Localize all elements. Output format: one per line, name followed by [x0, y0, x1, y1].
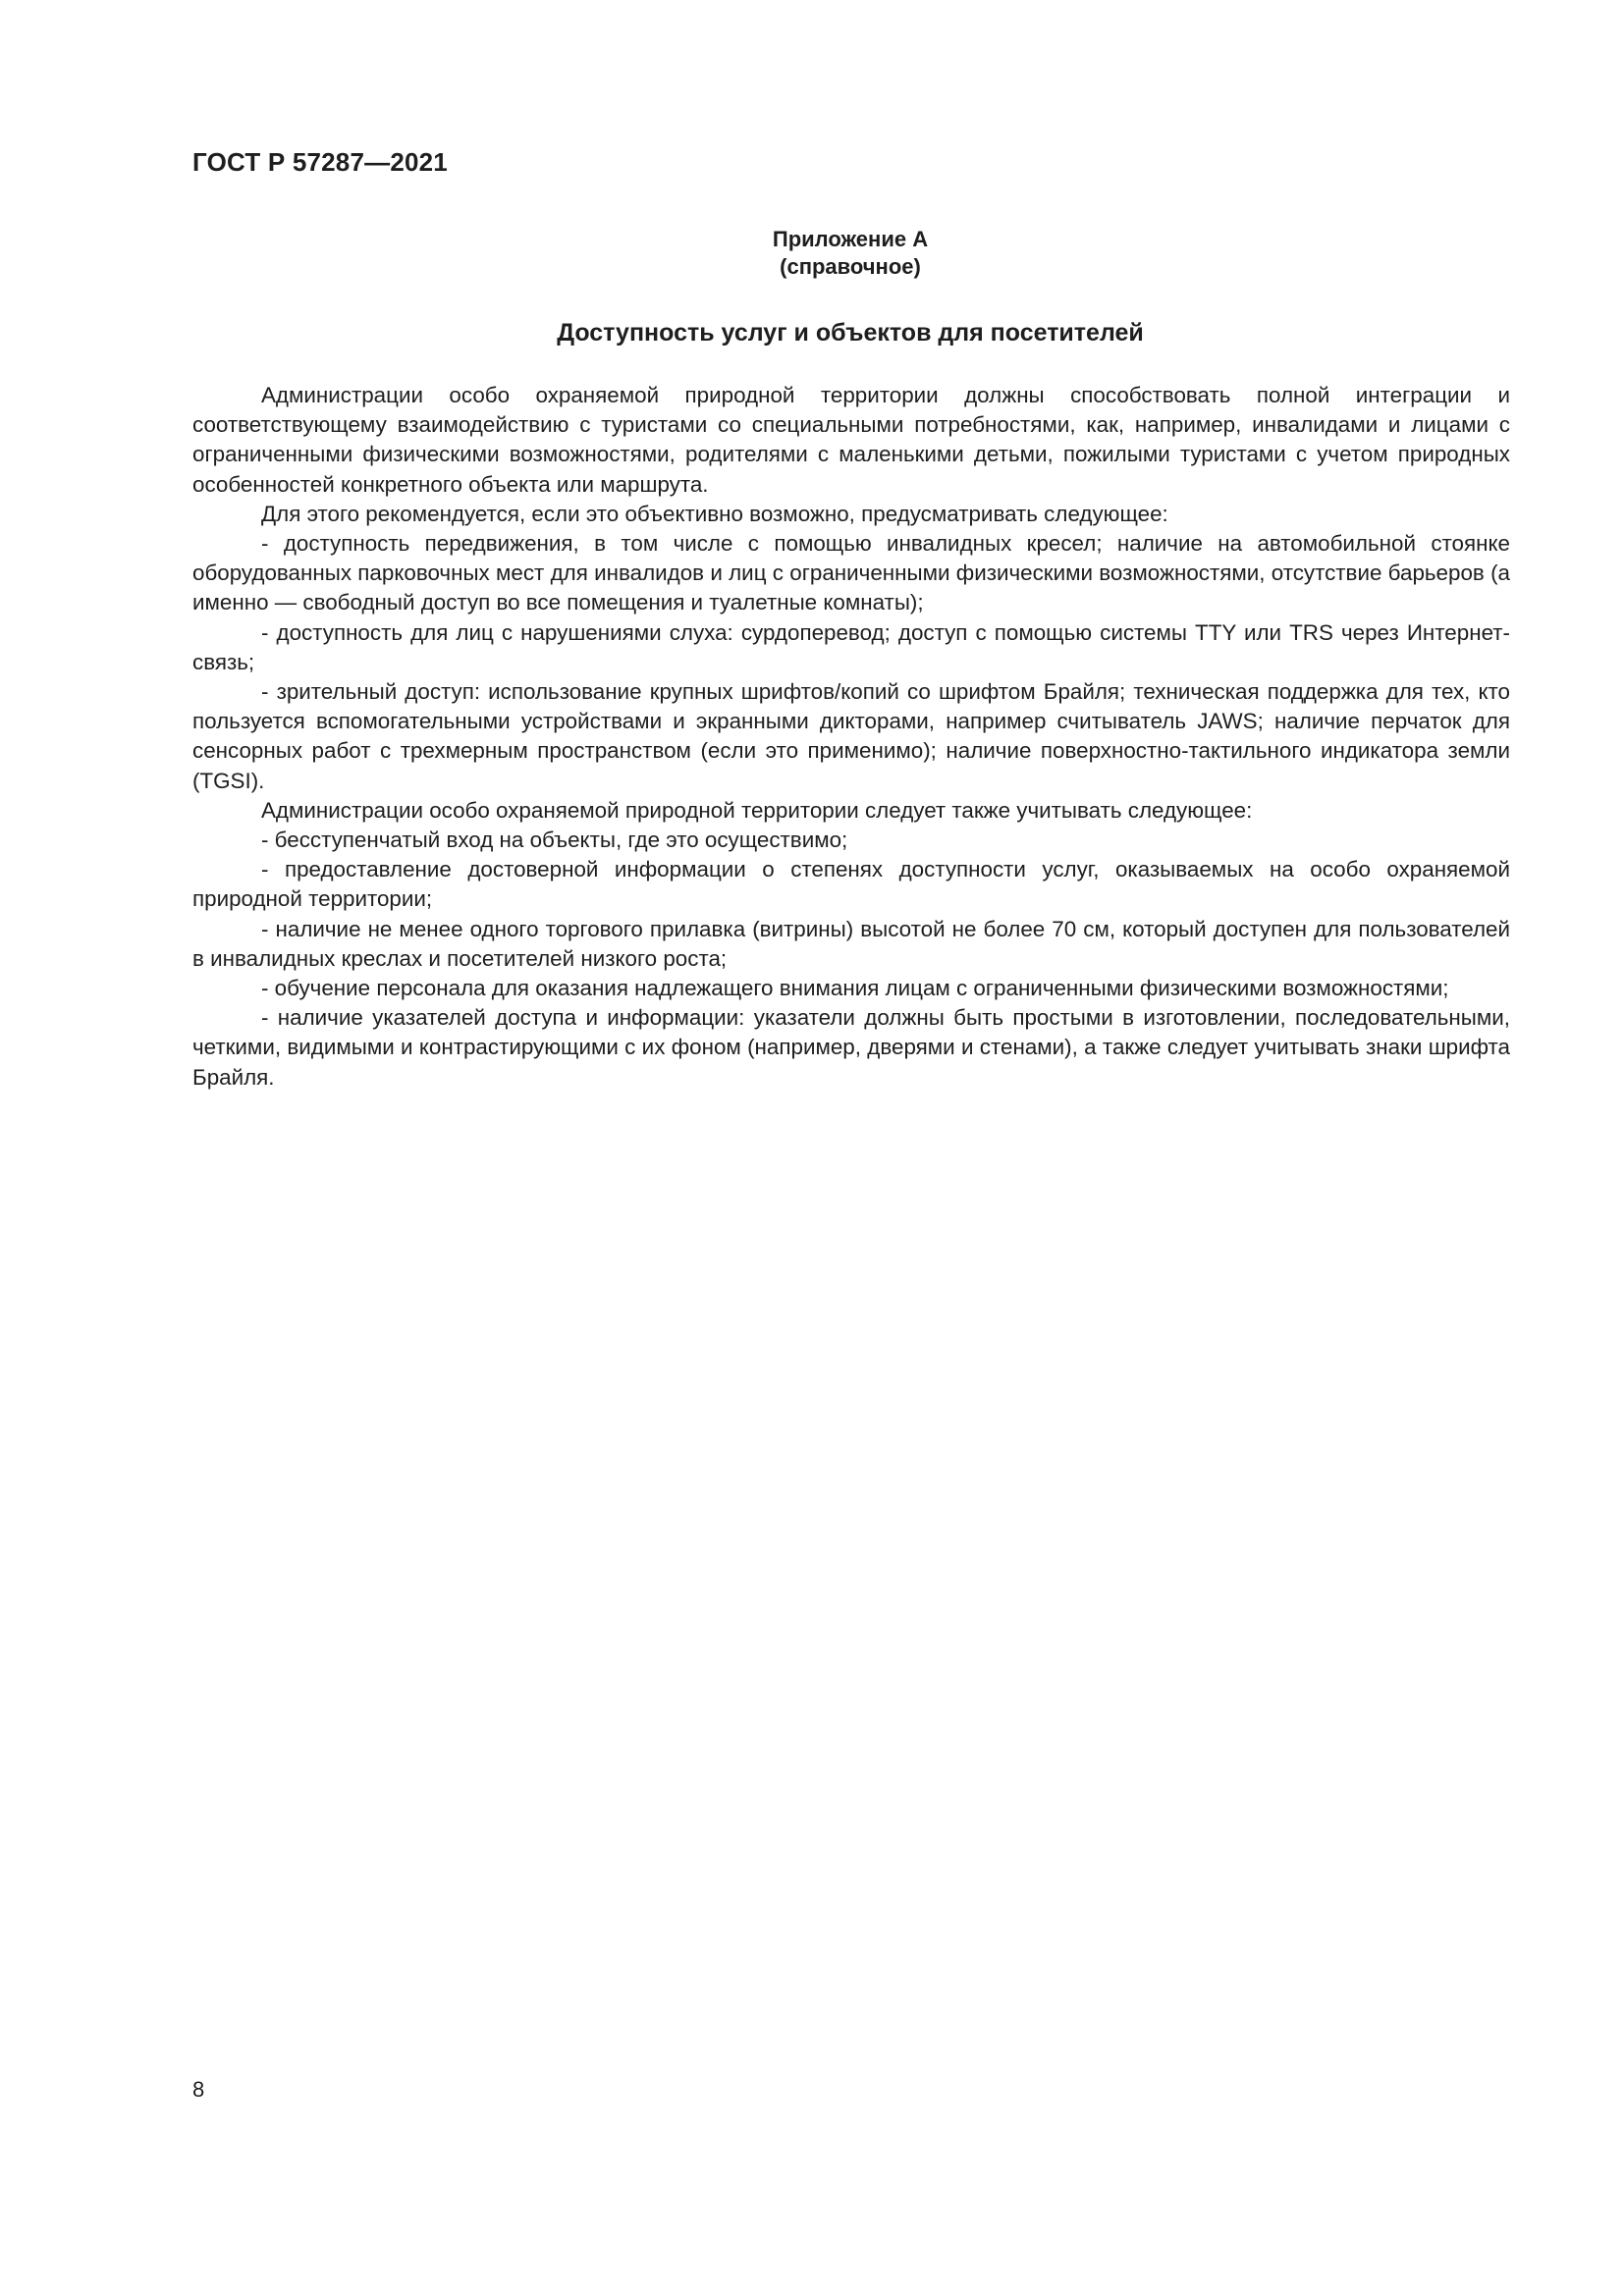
annex-kind: (справочное) [780, 254, 921, 279]
list-item: - обучение персонала для оказания надлежащего внимания лицам с ограниченными физическими возможностями; [261, 976, 1449, 1001]
list-item: - зрительный доступ: использование крупных шрифтов/копий со шрифтом Брайля; техническая поддержка для тех, кто пользуется вспомогательными устройствами и экранными дикторами, например считыватель JAWS; наличие перчаток для сенсорных работ с трехмерным пространством (если это применимо); наличие поверхностно-тактильного индикатора земли (TGSI). [192, 679, 1510, 793]
paragraph: Для этого рекомендуется, если это объективно возможно, предусматривать следующее: [261, 501, 1168, 526]
list-item: - доступность передвижения, в том числе с помощью инвалидных кресел; наличие на автомобильной стоянке оборудованных парковочных мест для инвалидов и лиц с ограниченными физическими возможностями, отсутствие барьеров (а именно — свободный доступ во все помещения и туалетные комнаты); [192, 531, 1510, 615]
list-item: - предоставление достоверной информации о степенях доступности услуг, оказываемых на особо охраняемой природной территории; [192, 857, 1510, 912]
document-code: ГОСТ Р 57287—2021 [192, 147, 448, 177]
list-item: - бесступенчатый вход на объекты, где это осуществимо; [261, 828, 848, 853]
page-number: 8 [192, 2077, 205, 2102]
list-item: - наличие не менее одного торгового прилавка (витрины) высотой не более 70 см, который доступен для пользователей в инвалидных креслах и посетителей низкого роста; [192, 916, 1510, 971]
annex-title: Приложение А [772, 227, 929, 251]
list-item: - наличие указателей доступа и информации: указатели должны быть простыми в изготовлении, последовательными, четкими, видимыми и контрастирующими с их фоном (например, дверями и стенами), а также следует учитывать знаки шрифта Брайля. [192, 1005, 1510, 1090]
body-text [192, 381, 1510, 1093]
list-item: - доступность для лиц с нарушениями слуха: сурдоперевод; доступ с помощью системы TTY или TRS через Интернет-связь; [192, 619, 1510, 674]
paragraph: Администрации особо охраняемой природной территории должны способствовать полной интеграции и соответствующему взаимодействию с туристами со специальными потребностями, как, например, инвалидами и лицами с ограниченными физическими возможностями, родителями с маленькими детьми, пожилыми туристами с учетом природных особенностей конкретного объекта или маршрута. [192, 383, 1510, 497]
section-title: Доступность услуг и объектов для посетителей [557, 319, 1144, 347]
annex-heading [192, 226, 1508, 281]
paragraph: Администрации особо охраняемой природной территории следует также учитывать следующее: [261, 797, 1253, 823]
